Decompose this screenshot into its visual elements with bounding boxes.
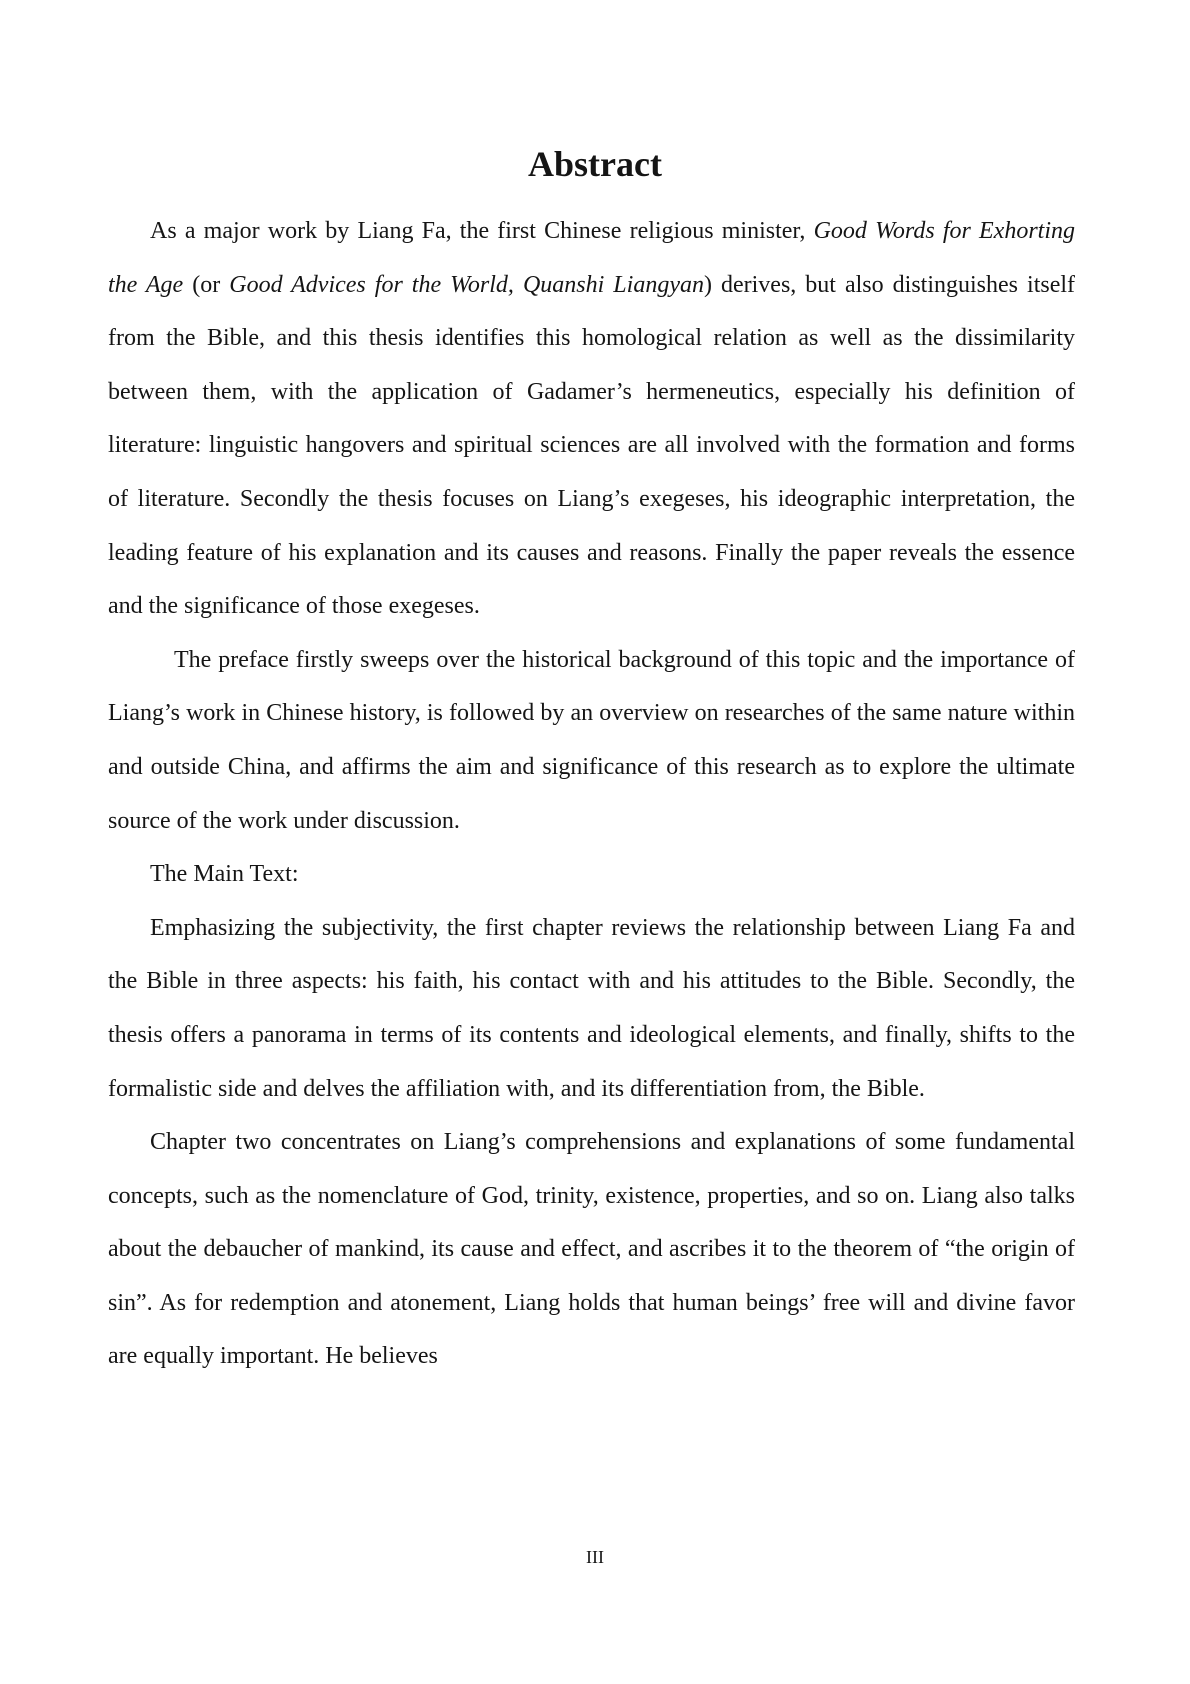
paragraph-main-text-heading: The Main Text:: [150, 861, 299, 888]
abstract-body: [108, 205, 1075, 1384]
paragraph-preface: The preface firstly sweeps over the historical background of this topic and the importance of Liang’s work in Chinese history, is followed by an overview on researches of the same nature within and outside China, and affirms the aim and significance of this research as to explore the ultimate source of the work under discussion.: [108, 646, 1075, 834]
paragraph-intro-text-3: ) derives, but also distinguishes itself from the Bible, and this thesis identifies this homological relation as well as the dissimilarity between them, with the application of Gadamer’s hermeneutics, especially his definition of literature: linguistic hangovers and spiritual sciences are all involved with the formation and forms of literature. Secondly the thesis focuses on Liang’s exegeses, his ideographic interpretation, the leading feature of his explanation and its causes and reasons. Finally the paper reveals the essence and the significance of those exegeses.: [108, 271, 1076, 620]
paragraph-chapter-two: Chapter two concentrates on Liang’s comprehensions and explanations of some fundamental concepts, such as the nomenclature of God, trinity, existence, properties, and so on. Liang also talks about the debaucher of mankind, its cause and effect, and ascribes it to the theorem of “the origin of sin”. As for redemption and atonement, Liang holds that human beings’ free will and divine favor are equally important. He believes: [108, 1129, 1075, 1370]
work-title-italic: Good Words for Exhorting the Age: [108, 218, 1076, 298]
paragraph-intro-text-2: (or: [183, 271, 230, 298]
paragraph-intro: [108, 205, 1075, 634]
paragraph-intro-text-1: As a major work by Liang Fa, the first Chinese religious minister,: [150, 218, 814, 244]
paragraph-chapter-one: Emphasizing the subjectivity, the first chapter reviews the relationship between Liang Fa and the Bible in three aspects: his faith, his contact with and his attitudes to the Bible. Secondly, the thesis offers a panorama in terms of its contents and ideological elements, and finally, shifts to the formalistic side and delves the affiliation with, and its differentiation from, the Bible.: [108, 914, 1075, 1102]
alt-title-italic: Good Advices for the World, Quanshi Liangyan: [229, 271, 704, 298]
page-title: Abstract: [528, 144, 662, 184]
page-number: III: [586, 1547, 604, 1567]
